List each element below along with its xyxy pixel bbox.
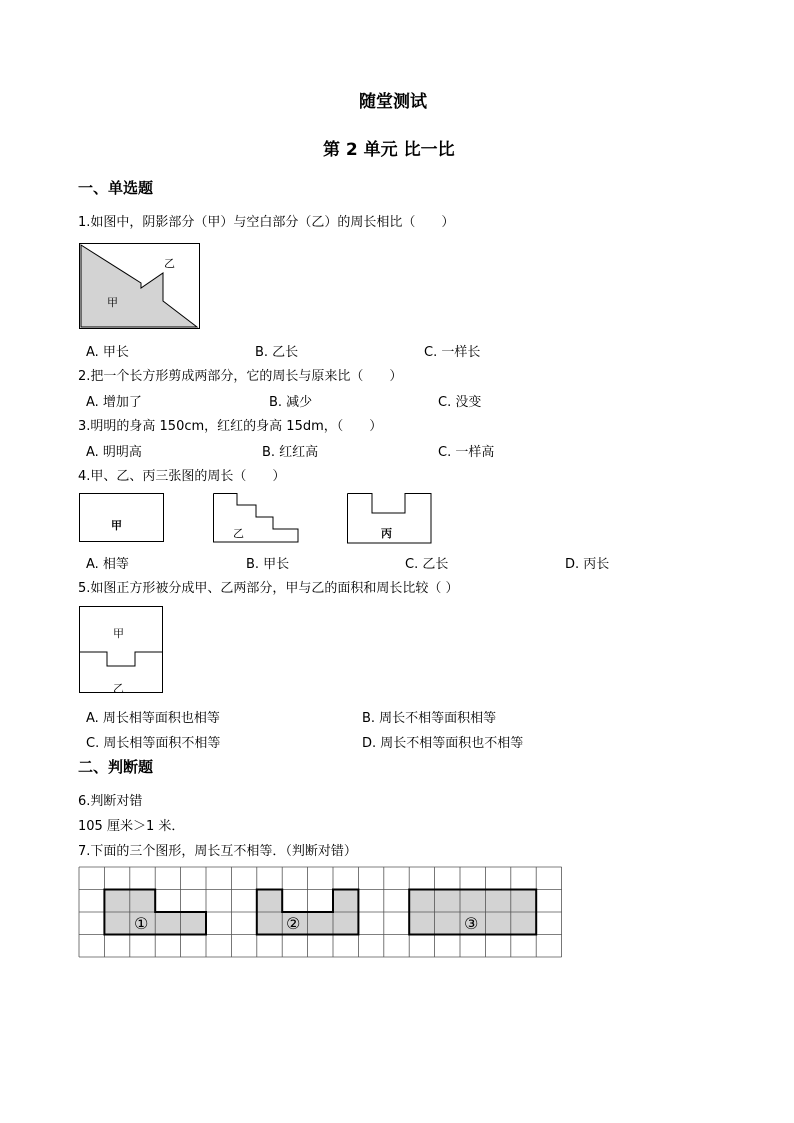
q1-label-jia: 甲 — [107, 296, 118, 309]
q4-label-bing: 丙 — [381, 527, 392, 540]
q5-option-d[interactable]: D. 周长不相等面积也不相等 — [362, 736, 524, 751]
q1-option-a[interactable]: A. 甲长 — [86, 345, 129, 360]
q7-label-1: ① — [134, 914, 149, 933]
q4-option-c[interactable]: C. 乙长 — [405, 557, 449, 572]
q2-option-b[interactable]: B. 减少 — [269, 395, 313, 410]
q3-option-c[interactable]: C. 一样高 — [438, 445, 495, 460]
q2-option-a[interactable]: A. 增加了 — [86, 395, 142, 410]
q5-figure — [79, 606, 165, 694]
q1-shaded-region — [81, 245, 197, 327]
q3-option-a[interactable]: A. 明明高 — [86, 445, 142, 460]
q7-label-2: ② — [286, 914, 301, 933]
q1-option-b[interactable]: B. 乙长 — [255, 345, 299, 360]
q4-label-jia: 甲 — [111, 519, 122, 532]
q2-option-c[interactable]: C. 没变 — [438, 395, 482, 410]
q1-figure — [79, 243, 201, 329]
section-heading-single-choice: 一、单选题 — [78, 179, 154, 197]
q5-option-c[interactable]: C. 周长相等面积不相等 — [86, 736, 221, 751]
q5-option-b[interactable]: B. 周长不相等面积相等 — [362, 711, 497, 726]
q4-figure-jia — [79, 493, 165, 543]
question-3-text: 3.明明的身高 150cm，红红的身高 15dm，（ ） — [78, 419, 383, 434]
question-2-text: 2.把一个长方形剪成两部分，它的周长与原来比（ ） — [78, 369, 403, 384]
q1-option-c[interactable]: C. 一样长 — [424, 345, 481, 360]
q4-figure-yi — [213, 493, 301, 543]
section-heading-true-false: 二、判断题 — [78, 758, 154, 776]
question-1-text: 1.如图中，阴影部分（甲）与空白部分（乙）的周长相比（ ） — [78, 215, 455, 230]
q5-label-jia: 甲 — [113, 627, 124, 640]
question-7-text: 7.下面的三个图形，周长互不相等．（判断对错） — [78, 844, 357, 859]
q4-option-a[interactable]: A. 相等 — [86, 557, 129, 572]
question-6-statement: 105 厘米＞1 米． — [78, 819, 185, 834]
q1-label-yi: 乙 — [164, 257, 175, 270]
question-4-text: 4.甲、乙、丙三张图的周长（ ） — [78, 469, 286, 484]
question-5-text: 5.如图正方形被分成甲、乙两部分，甲与乙的面积和周长比较（ ） — [78, 581, 459, 596]
q4-option-b[interactable]: B. 甲长 — [246, 557, 290, 572]
q4-label-yi: 乙 — [233, 527, 244, 540]
q4-figure-bing — [347, 493, 433, 545]
q5-option-a[interactable]: A. 周长相等面积也相等 — [86, 711, 220, 726]
q7-grid-figure — [79, 867, 565, 959]
q5-label-yi: 乙 — [113, 682, 124, 695]
q4-option-d[interactable]: D. 丙长 — [565, 557, 610, 572]
page-subtitle: 第 2 单元 比一比 — [323, 140, 455, 160]
question-6-text: 6.判断对错 — [78, 794, 143, 809]
page-title: 随堂测试 — [359, 92, 427, 112]
q3-option-b[interactable]: B. 红红高 — [262, 445, 319, 460]
q7-label-3: ③ — [464, 914, 479, 933]
